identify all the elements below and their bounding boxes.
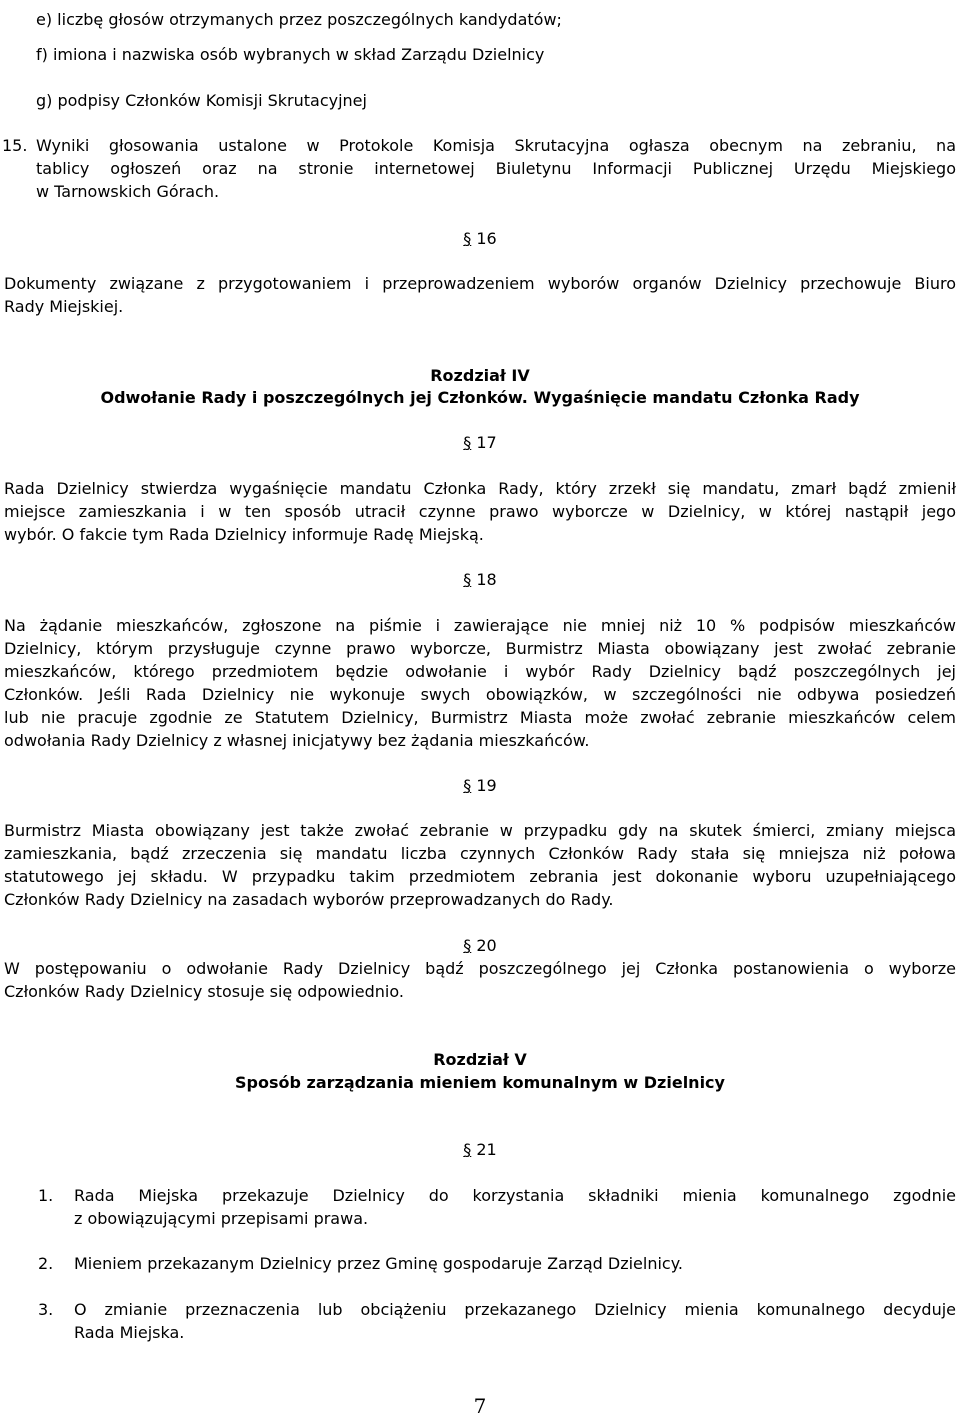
section-heading-16 xyxy=(0,229,960,249)
text-line: Rada Miejska przekazuje Dzielnicy do korzystania składniki mienia komunalnego zgodnie xyxy=(74,1186,956,1205)
text-line: Na żądanie mieszkańców, zgłoszone na piśmie i zawierające nie mniej niż 10 % podpisów mieszkańców xyxy=(4,616,956,635)
text-line: wybór. O fakcie tym Rada Dzielnicy informuje Radę Miejską. xyxy=(4,525,484,544)
text-line: Burmistrz Miasta obowiązany jest także zwołać zebranie w przypadku gdy na skutek śmierci, zmiany miejsca xyxy=(4,821,956,840)
chapter-subtitle: Sposób zarządzania mieniem komunalnym w Dzielnicy xyxy=(235,1073,725,1092)
section-number: 19 xyxy=(476,776,497,795)
text-line: O zmianie przeznaczenia lub obciążeniu przekazanego Dzielnicy mienia komunalnego decyduje xyxy=(74,1300,956,1319)
text-line: Członków Rady Dzielnicy stosuje się odpowiednio. xyxy=(4,982,404,1001)
text-line: tablicy ogłoszeń oraz na stronie internetowej Biuletynu Informacji Publicznej Urzędu Miejskiego xyxy=(36,159,956,178)
text-line: zamieszkania, bądź zrzeczenia się mandatu liczba czynnych Członków Rady stała się mniejsza niż połowa xyxy=(4,844,956,863)
chapter-subtitle: Odwołanie Rady i poszczególnych jej Członków. Wygaśnięcie mandatu Członka Rady xyxy=(100,388,860,407)
list-item-f: f) imiona i nazwiska osób wybranych w skład Zarządu Dzielnicy xyxy=(36,45,545,64)
paragraph-19 xyxy=(4,821,956,911)
text-line: mieszkańców, którego przedmiotem będzie odwołanie i wybór Rady Dzielnicy bądź poszczególnych jej xyxy=(4,662,956,681)
section-symbol: § xyxy=(463,1140,472,1159)
section-heading-17 xyxy=(0,433,960,453)
page-number: 7 xyxy=(473,1394,487,1418)
text-line: Mieniem przekazanym Dzielnicy przez Gminę gospodaruje Zarząd Dzielnicy. xyxy=(74,1254,683,1273)
item-number: 15. xyxy=(2,136,28,155)
numbered-item-21-1 xyxy=(38,1186,956,1230)
section-number: 21 xyxy=(476,1140,497,1159)
item-number: 1. xyxy=(38,1186,54,1205)
list-item-g: g) podpisy Członków Komisji Skrutacyjnej xyxy=(36,91,367,110)
text-line: Dokumenty związane z przygotowaniem i przeprowadzeniem wyborów organów Dzielnicy przechowuje Biuro xyxy=(4,274,956,293)
section-heading-20 xyxy=(0,936,960,956)
section-number: 20 xyxy=(476,936,497,955)
text-line: W postępowaniu o odwołanie Rady Dzielnicy bądź poszczególnego jej Członka postanowienia o wyborze xyxy=(4,959,956,978)
paragraph-17 xyxy=(4,479,956,545)
paragraph-20 xyxy=(4,959,956,1003)
text-line: statutowego jej składu. W przypadku takim przedmiotem zebrania jest dokonanie wyboru uzupełniającego xyxy=(4,867,956,886)
text-line: odwołania Rady Dzielnicy z własnej inicjatywy bez żądania mieszkańców. xyxy=(4,731,590,750)
list-item-e: e) liczbę głosów otrzymanych przez poszczególnych kandydatów; xyxy=(36,10,562,29)
text-line: miejsce zamieszkania i w ten sposób utracił czynne prawo wyborcze w Dzielnicy, w której nastąpił jego xyxy=(4,502,956,521)
chapter-title: Rozdział IV xyxy=(430,366,530,385)
text-line: z obowiązującymi przepisami prawa. xyxy=(74,1209,369,1228)
section-symbol: § xyxy=(463,936,472,955)
section-number: 16 xyxy=(476,229,497,248)
section-symbol: § xyxy=(463,229,472,248)
section-heading-18 xyxy=(0,570,960,590)
section-symbol: § xyxy=(463,570,472,589)
text-line: Dzielnicy, którym przysługuje czynne prawo wyborcze, Burmistrz Miasta obowiązany jest zwołać zebranie xyxy=(4,639,956,658)
section-number: 18 xyxy=(476,570,497,589)
paragraph-16 xyxy=(4,274,956,318)
section-symbol: § xyxy=(463,776,472,795)
numbered-item-21-3 xyxy=(38,1300,956,1344)
text-line: Członków. Jeśli Rada Dzielnicy nie wykonuje swych obowiązków, w szczególności nie odbywa posiedzeń xyxy=(4,685,956,704)
section-symbol: § xyxy=(463,433,472,452)
text-line: Rada Miejska. xyxy=(74,1323,185,1342)
item-number: 2. xyxy=(38,1254,54,1273)
paragraph-18 xyxy=(4,616,956,752)
text-line: Wyniki głosowania ustalone w Protokole Komisja Skrutacyjna ogłasza obecnym na zebraniu, na xyxy=(36,136,956,155)
item-number: 3. xyxy=(38,1300,54,1319)
section-heading-19 xyxy=(0,776,960,796)
numbered-item-15 xyxy=(2,136,956,201)
text-line: Członków Rady Dzielnicy na zasadach wyborów przeprowadzanych do Rady. xyxy=(4,890,614,909)
text-line: Rady Miejskiej. xyxy=(4,297,124,316)
numbered-item-21-2 xyxy=(38,1254,956,1276)
section-number: 17 xyxy=(476,433,497,452)
text-line: lub nie pracuje zgodnie ze Statutem Dzielnicy, Burmistrz Miasta może zwołać zebranie mieszkańców celem xyxy=(4,708,956,727)
text-line: w Tarnowskich Górach. xyxy=(36,182,220,201)
section-heading-21 xyxy=(0,1140,960,1160)
text-line: Rada Dzielnicy stwierdza wygaśnięcie mandatu Członka Rady, który zrzekł się mandatu, zmarł bądź zmienił xyxy=(4,479,956,498)
chapter-title: Rozdział V xyxy=(433,1050,527,1069)
